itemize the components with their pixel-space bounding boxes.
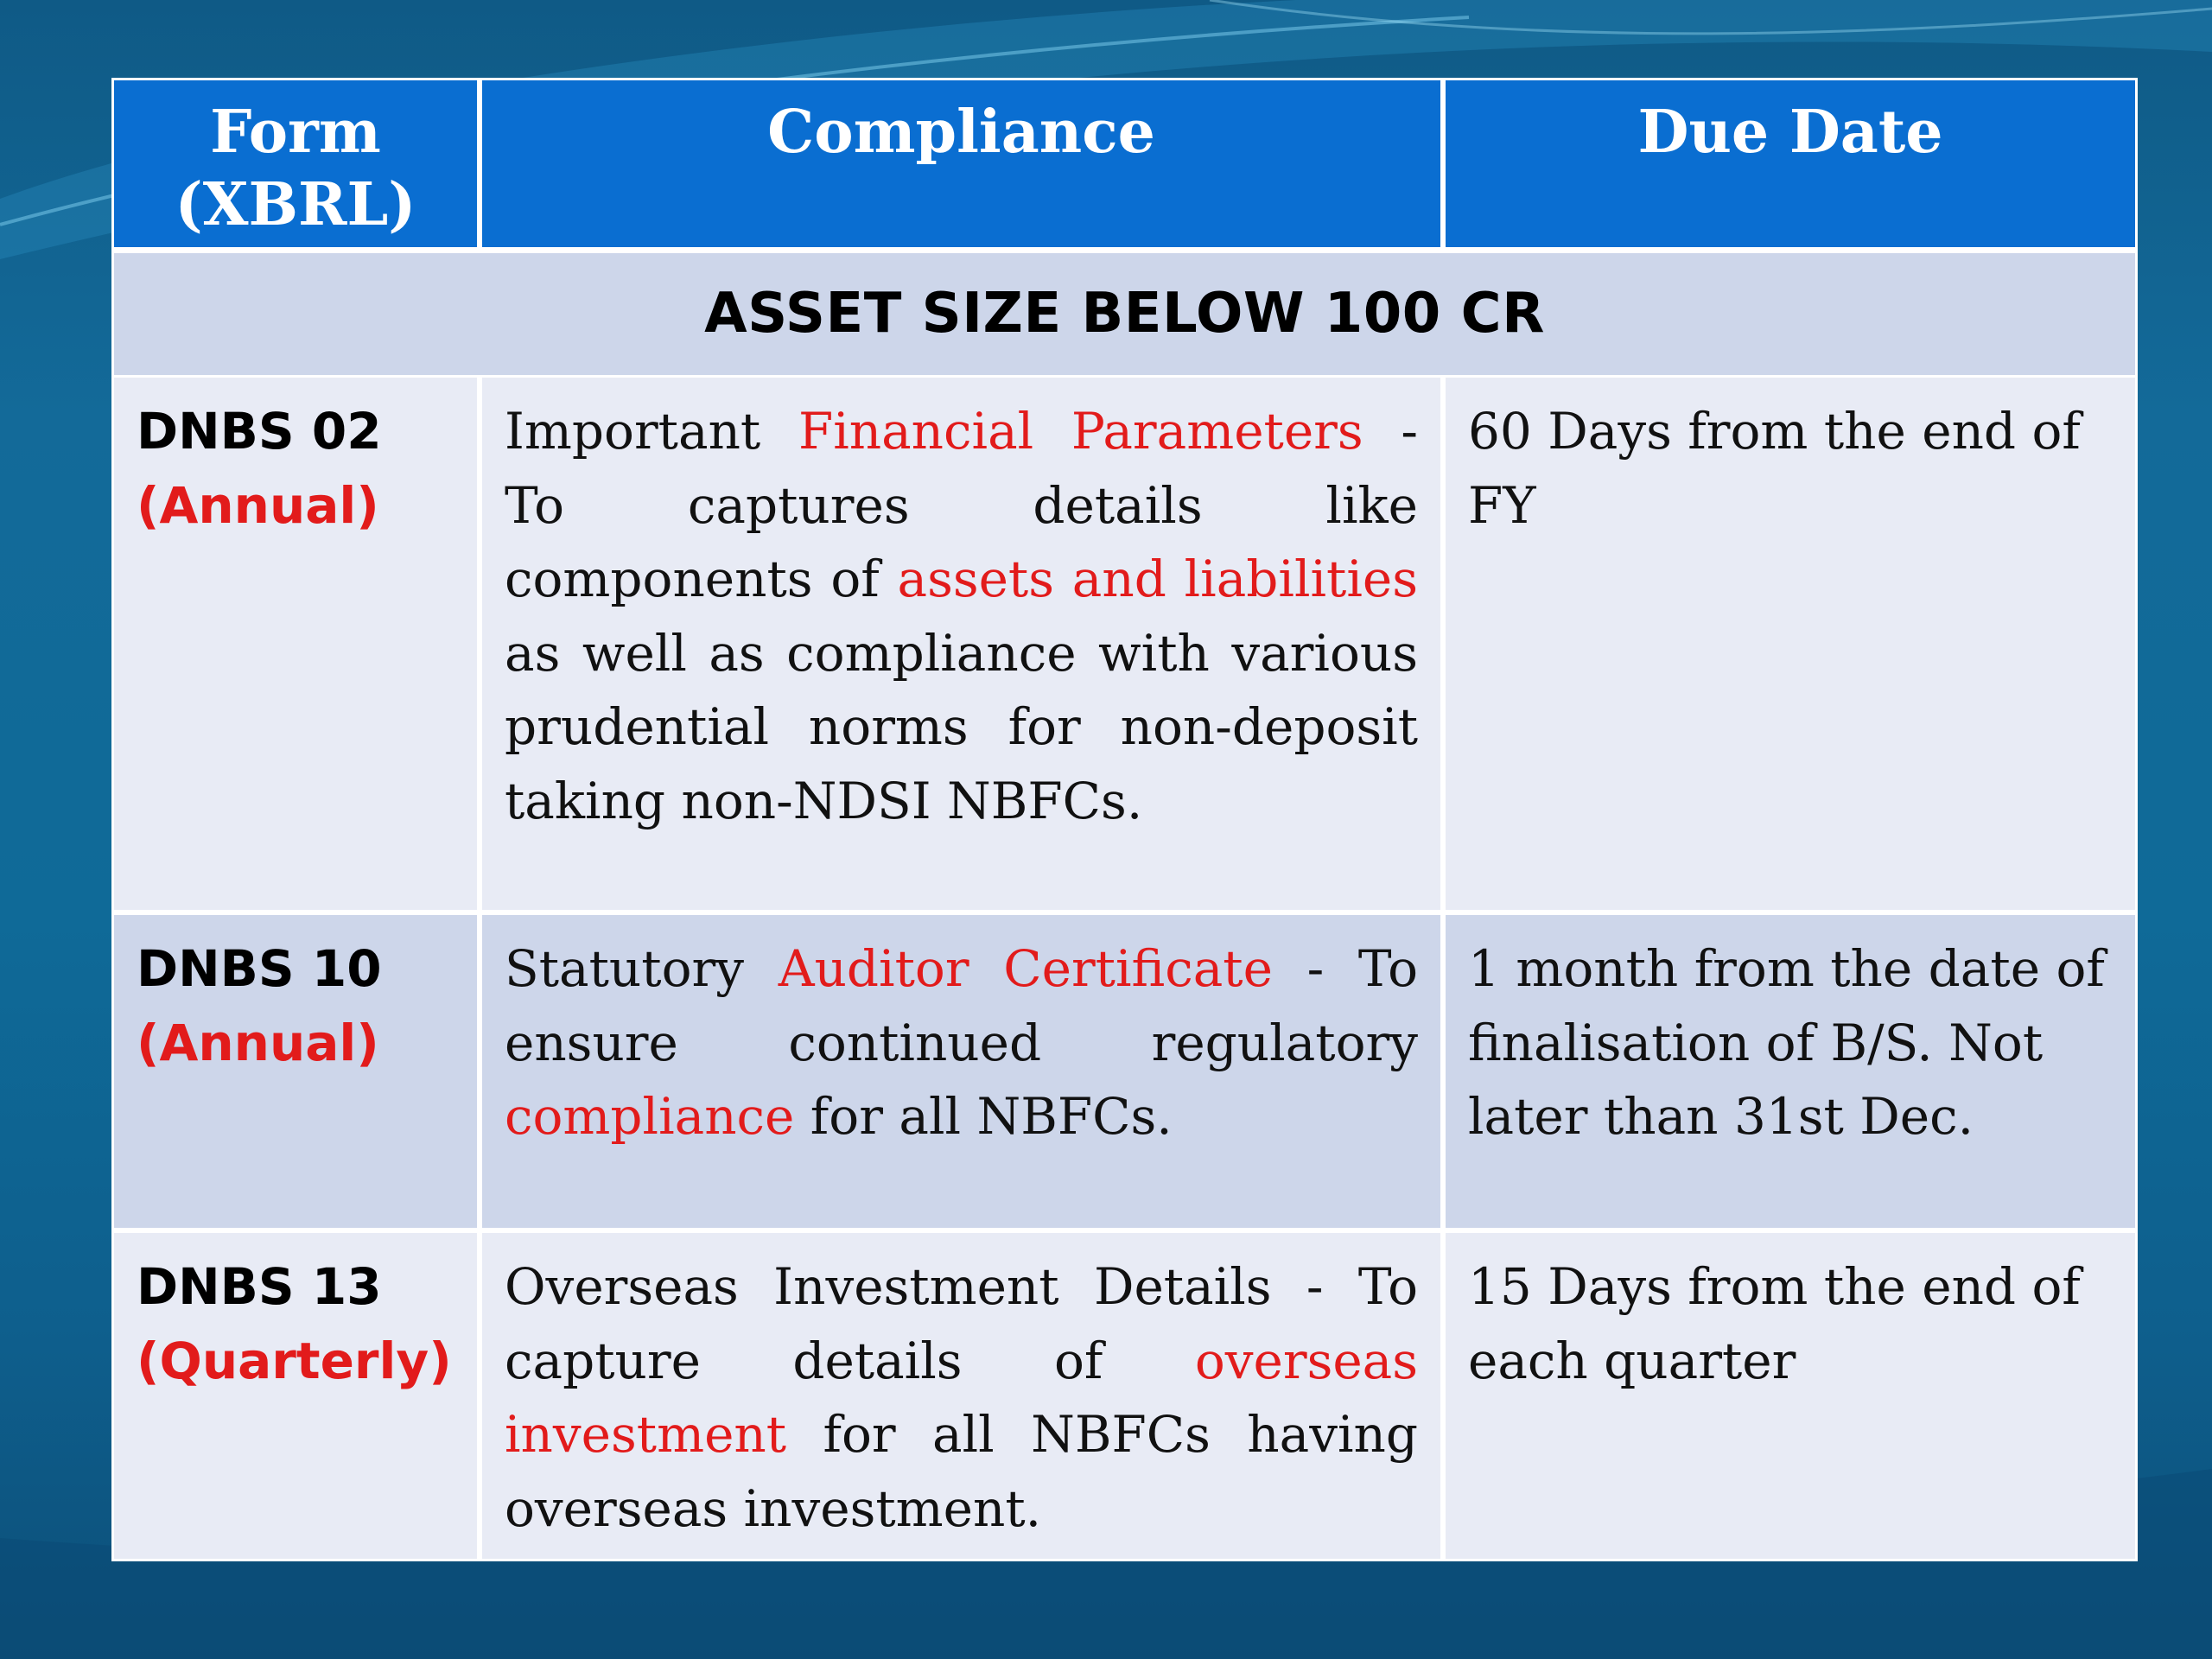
- form-frequency: (Quarterly): [137, 1331, 452, 1390]
- table-row-due-date: 15 Days from the end of each quarter: [1443, 1230, 2138, 1561]
- table-row-compliance: Important Financial Parameters - To captures details like components of assets and liabilities as well as compliance with various prudential norms for non-deposit taking non-NDSI NBFCs.: [480, 375, 1443, 912]
- header-form-line2: (XBRL): [175, 170, 416, 239]
- form-name: DNBS 13: [137, 1257, 382, 1316]
- table-row-compliance: Overseas Investment Details - To capture details of overseas investment for all NBFCs having overseas investment.: [480, 1230, 1443, 1561]
- table-row-form: [111, 912, 480, 1230]
- header-form-line1: Form: [210, 98, 381, 167]
- table-row-form: [111, 1230, 480, 1561]
- header-form: [111, 78, 480, 253]
- form-name: DNBS 02: [137, 402, 382, 461]
- table-row-due-date: 1 month from the date of finalisation of B/S. Not later than 31st Dec.: [1443, 912, 2138, 1230]
- table-row-form: [111, 375, 480, 912]
- form-frequency: (Annual): [137, 1013, 379, 1072]
- form-name: DNBS 10: [137, 939, 382, 998]
- form-frequency: (Annual): [137, 475, 379, 535]
- table-row-compliance: Statutory Auditor Certificate - To ensure continued regulatory compliance for all NBFCs.: [480, 912, 1443, 1230]
- header-due-date: Due Date: [1443, 78, 2138, 253]
- table-row-due-date: 60 Days from the end of FY: [1443, 375, 2138, 912]
- header-compliance: Compliance: [480, 78, 1443, 253]
- compliance-table: [111, 78, 2138, 1561]
- section-title: ASSET SIZE BELOW 100 CR: [111, 253, 2138, 375]
